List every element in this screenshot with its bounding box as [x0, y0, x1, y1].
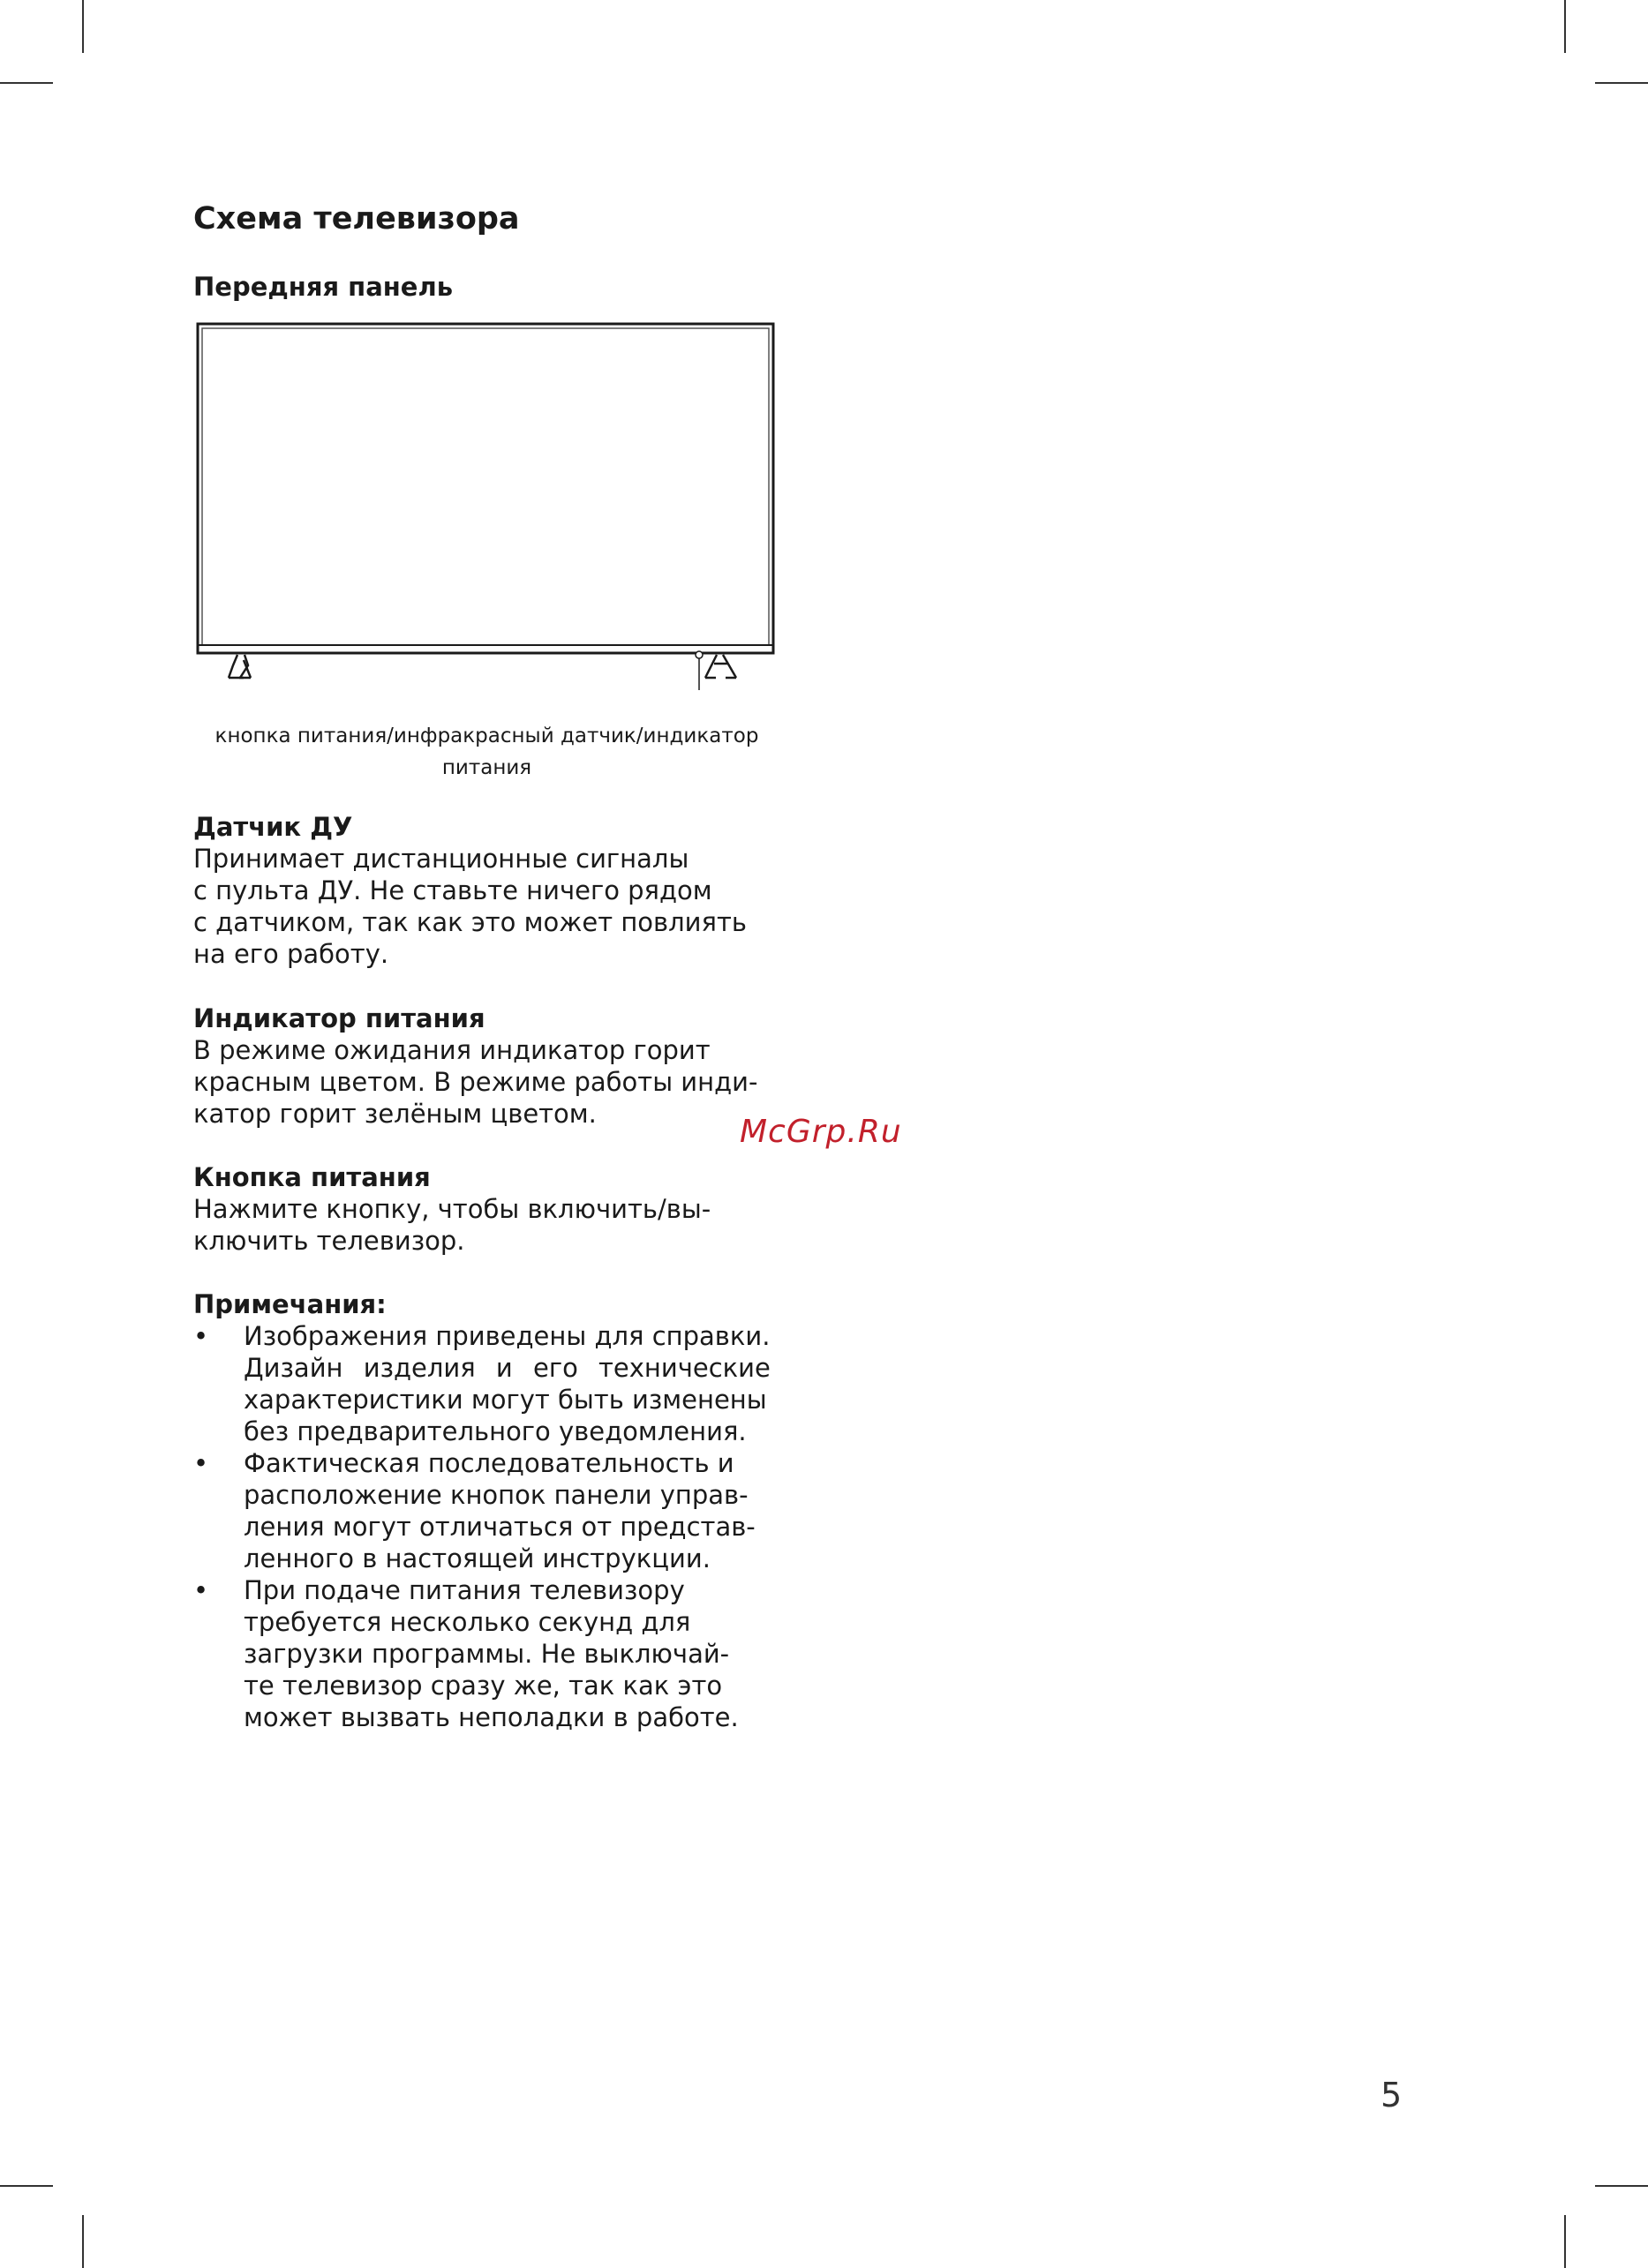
notes-heading: Примечания:	[193, 1289, 387, 1319]
list-item	[193, 1320, 780, 1447]
remote-sensor-section	[193, 811, 780, 970]
page-number: 5	[1381, 2076, 1403, 2114]
list-item	[193, 1447, 780, 1574]
body-line: на его работу.	[193, 939, 389, 969]
note-line: без предварительного уведомления.	[244, 1416, 747, 1446]
power-button-section	[193, 1161, 780, 1257]
tv-left-stand	[229, 655, 251, 678]
crop-mark	[82, 0, 84, 53]
note-line: характеристики могут быть изменены	[244, 1385, 767, 1415]
note-line: При подаче питания телевизору	[244, 1575, 685, 1605]
power-button-heading: Кнопка питания	[193, 1162, 431, 1192]
note-line: Дизайн изделия и его технические	[244, 1353, 771, 1383]
tv-illustration	[193, 319, 780, 690]
crop-mark	[1564, 0, 1566, 53]
body-line: с пульта ДУ. Не ставьте ничего рядом	[193, 875, 712, 905]
crop-mark	[1595, 2185, 1648, 2187]
power-indicator-heading: Индикатор питания	[193, 1003, 485, 1033]
body-line: катор горит зелёным цветом.	[193, 1099, 597, 1129]
note-line: ленного в настоящей инструкции.	[244, 1543, 711, 1573]
body-line: красным цветом. В режиме работы инди-	[193, 1067, 758, 1097]
crop-mark	[82, 2215, 84, 2268]
watermark: McGrp.Ru	[740, 1114, 902, 1150]
tv-right-stand	[705, 655, 736, 678]
crop-mark	[0, 2185, 53, 2187]
body-line: В режиме ожидания индикатор горит	[193, 1035, 711, 1065]
tv-front-panel-diagram	[193, 319, 780, 690]
note-line: Фактическая последовательность и	[244, 1448, 734, 1478]
list-item	[193, 1574, 780, 1733]
note-line: ления могут отличаться от представ-	[244, 1512, 756, 1542]
power-sensor-indicator	[696, 651, 703, 658]
crop-mark	[0, 82, 53, 84]
remote-sensor-heading: Датчик ДУ	[193, 812, 353, 842]
note-line: требуется несколько секунд для	[244, 1607, 691, 1637]
page-title: Схема телевизора	[193, 201, 520, 237]
bullet: •	[193, 1448, 209, 1478]
figure-caption	[193, 720, 780, 784]
bullet: •	[193, 1575, 209, 1605]
note-line: те телевизор сразу же, так как это	[244, 1671, 723, 1701]
body-line: Принимает дистанционные сигналы	[193, 844, 689, 874]
note-line: расположение кнопок панели управ-	[244, 1480, 749, 1510]
notes-list	[193, 1320, 780, 1733]
tv-screen	[202, 328, 769, 645]
section-title: Передняя панель	[193, 272, 454, 302]
figure-caption-line: питания	[441, 756, 532, 779]
notes-section	[193, 1288, 780, 1733]
body-line: с датчиком, так как это может повлиять	[193, 907, 747, 937]
note-line: может вызвать неполадки в работе.	[244, 1702, 739, 1732]
power-indicator-section	[193, 1003, 780, 1130]
crop-mark	[1564, 2215, 1566, 2268]
crop-mark	[1595, 82, 1648, 84]
bullet: •	[193, 1321, 209, 1351]
body-line: ключить телевизор.	[193, 1226, 465, 1256]
note-line: Изображения приведены для справки.	[244, 1321, 771, 1351]
figure-caption-line: кнопка питания/инфракрасный датчик/индикатор	[214, 725, 759, 747]
note-line: загрузки программы. Не выключай-	[244, 1639, 730, 1669]
body-line: Нажмите кнопку, чтобы включить/вы-	[193, 1194, 711, 1224]
